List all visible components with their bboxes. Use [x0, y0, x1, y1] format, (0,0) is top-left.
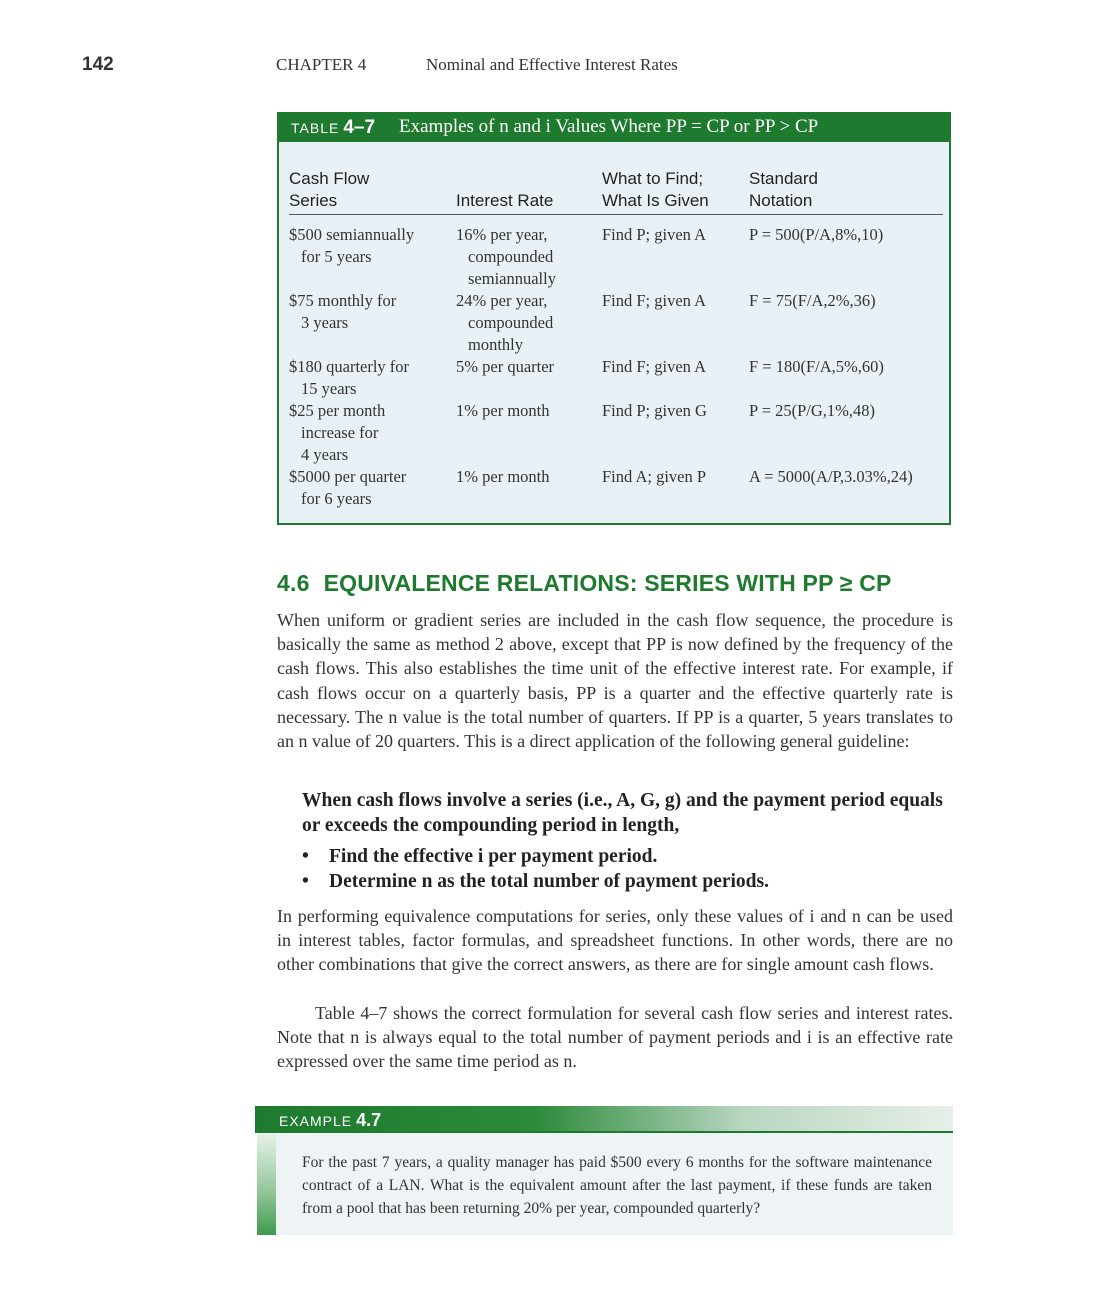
table-row-1-notation: P = 500(P/A,8%,10) — [749, 225, 884, 244]
header-interest-rate — [456, 168, 553, 212]
header-line: What Is Given — [602, 191, 709, 210]
cell-line: for 5 years — [301, 247, 372, 266]
table-row-5-notation: A = 5000(A/P,3.03%,24) — [749, 467, 913, 486]
chapter-title: Nominal and Effective Interest Rates — [426, 55, 678, 74]
bullet-text: Determine n as the total number of payment periods. — [329, 871, 769, 892]
header-line: Series — [289, 191, 338, 210]
example-header-bar — [255, 1106, 953, 1131]
paragraph-text: When uniform or gradient series are included in the cash flow sequence, the procedure is basically the same as method 2 above, except that PP is now defined by the frequency of the cash flows. This also establishes the time unit of the effective interest rate. For example, if cash flows occur on a quarterly basis, PP is a quarter and the effective quarterly rate is necessary. The n value is the total number of quarters. If PP is a quarter, 5 years translates to an n value of 20 quarters. This is a direct application of the following general guideline: — [277, 610, 953, 752]
header-line: Cash Flow — [289, 169, 370, 188]
cell-line: 15 years — [301, 379, 357, 398]
cell-line: 4 years — [301, 445, 349, 464]
cell-line: $75 monthly for — [289, 291, 397, 310]
bullet-icon: • — [302, 846, 309, 867]
header-line: Notation — [749, 191, 813, 210]
paragraph-text: Table 4–7 shows the correct formulation for several cash flow series and interest rates. Note that n is always equal to the total number of payment periods and i is an effective rate expressed over the same time period as n. — [277, 1003, 953, 1072]
table-row-4-notation: P = 25(P/G,1%,48) — [749, 401, 876, 420]
table-row-1-find: Find P; given A — [602, 225, 707, 244]
paragraph-text: In performing equivalence computations for series, only these values of i and n can be used in interest tables, factor formulas, and spreadsheet functions. In other words, there are no other combinations that give the correct answers, as there are for single amount cash flows. — [277, 906, 953, 975]
table-row-5-series — [289, 466, 406, 510]
page-number: 142 — [82, 54, 114, 75]
header-line: Interest Rate — [456, 191, 554, 210]
guideline-bullet-1 — [302, 846, 657, 868]
table-row-4-find: Find P; given G — [602, 401, 707, 420]
bullet-icon: • — [302, 871, 309, 892]
header-what-to-find — [602, 168, 709, 212]
cell-line: $5000 per quarter — [289, 467, 407, 486]
table-row-2-notation: F = 75(F/A,2%,36) — [749, 291, 876, 310]
table-label-word: TABLE — [291, 120, 340, 136]
cell-line: $180 quarterly for — [289, 357, 410, 376]
example-label-word: EXAMPLE — [279, 1113, 353, 1129]
cell-line: 16% per year, — [456, 225, 548, 244]
header-line — [456, 168, 553, 190]
table-row-1-series — [289, 224, 414, 268]
table-row-4-series — [289, 400, 385, 466]
header-line: Standard — [749, 169, 818, 188]
guideline-statement: When cash flows involve a series (i.e., A, G, g) and the payment period equals or exceeds the compounding period in length, — [302, 790, 943, 836]
table-caption: Examples of n and i Values Where PP = CP or PP > CP — [399, 116, 819, 137]
bullet-text: Find the effective i per payment period. — [329, 846, 658, 867]
cell-line: $25 per month — [289, 401, 386, 420]
cell-line: 3 years — [301, 313, 349, 332]
header-standard-notation — [749, 168, 818, 212]
cell-line: increase for — [301, 423, 379, 442]
cell-line: compounded — [468, 247, 554, 266]
table-row-3-series — [289, 356, 409, 400]
section-paragraph-2 — [277, 904, 953, 977]
guideline-bullet-2 — [302, 871, 769, 893]
table-row-4-rate — [456, 400, 549, 422]
table-row-3-notation: F = 180(F/A,5%,60) — [749, 357, 884, 376]
example-side-strip — [257, 1133, 276, 1235]
cell-line: for 6 years — [301, 489, 372, 508]
example-label — [279, 1110, 381, 1131]
table-row-5-rate — [456, 466, 549, 488]
cell-line: 1% per month — [456, 467, 550, 486]
cell-line: $500 semiannually — [289, 225, 415, 244]
example-number: 4.7 — [356, 1110, 382, 1130]
table-row-5-find: Find A; given P — [602, 467, 707, 486]
table-row-3-rate — [456, 356, 554, 378]
cell-line: monthly — [468, 335, 524, 354]
cell-line: 24% per year, — [456, 291, 548, 310]
table-row-1-rate — [456, 224, 556, 290]
table-4-7 — [277, 112, 951, 525]
section-title: EQUIVALENCE RELATIONS: SERIES WITH PP ≥ CP — [323, 570, 892, 596]
cell-line: 5% per quarter — [456, 357, 555, 376]
cell-line: compounded — [468, 313, 554, 332]
table-title-bar — [279, 114, 949, 142]
section-paragraph-1 — [277, 608, 953, 753]
table-number: 4–7 — [343, 117, 376, 138]
cell-line: 1% per month — [456, 401, 550, 420]
example-problem-text: For the past 7 years, a quality manager has paid $500 every 6 months for the software maintenance contract of a LAN. What is the equivalent amount after the last payment, if these funds are taken from a pool that has been returning 20% per year, compounded quarterly? — [302, 1154, 932, 1217]
table-row-2-series — [289, 290, 396, 334]
section-number: 4.6 — [277, 570, 310, 596]
header-cash-flow-series — [289, 168, 369, 212]
table-row-2-find: Find F; given A — [602, 291, 707, 310]
header-divider — [289, 214, 943, 215]
table-label — [291, 117, 375, 139]
header-line: What to Find; — [602, 169, 704, 188]
section-heading — [277, 570, 892, 597]
section-paragraph-3 — [277, 1001, 953, 1074]
table-row-2-rate — [456, 290, 553, 356]
cell-line: semiannually — [468, 269, 556, 288]
chapter-label: CHAPTER 4 — [276, 55, 367, 74]
table-row-3-find: Find F; given A — [602, 357, 707, 376]
